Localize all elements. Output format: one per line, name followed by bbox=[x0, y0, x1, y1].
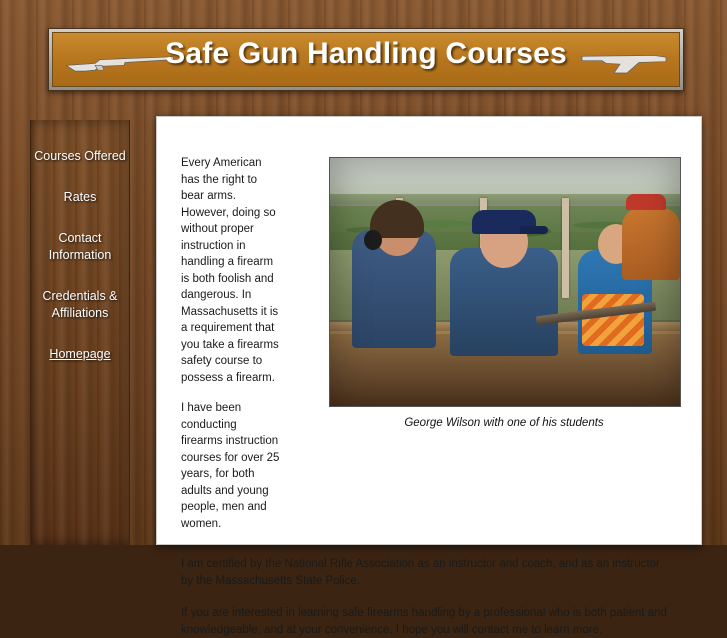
page-title: Safe Gun Handling Courses bbox=[165, 37, 567, 70]
photo-block bbox=[329, 157, 679, 429]
banner-inner bbox=[52, 32, 680, 87]
content-inner bbox=[157, 117, 701, 638]
sidebar-item-label: Homepage bbox=[49, 347, 111, 361]
sidebar-item-courses-offered[interactable] bbox=[31, 148, 129, 165]
site-header-banner bbox=[48, 28, 684, 91]
instructor-and-students-photo bbox=[329, 157, 681, 407]
sidebar-item-credentials-affiliations[interactable] bbox=[31, 288, 129, 322]
sidebar-item-contact-information[interactable] bbox=[31, 230, 129, 264]
intro-paragraph-2: I have been conducting firearms instruction courses for over 25 years, for both adults and young people, men and women. bbox=[181, 402, 280, 530]
sidebar-item-label: Contact Information bbox=[48, 231, 112, 262]
sidebar-item-label: Credentials & Affiliations bbox=[42, 289, 118, 320]
sidebar-navigation bbox=[30, 120, 130, 545]
sidebar-item-rates[interactable] bbox=[31, 189, 129, 206]
photo-vignette bbox=[330, 158, 680, 406]
contact-invitation-paragraph: If you are interested in learning safe firearms handling by a professional who is both patient and knowledgeable, and at your convenience, I hope you will contact me to learn more. bbox=[181, 607, 667, 636]
intro-column bbox=[181, 155, 281, 546]
sidebar-item-label: Courses Offered bbox=[34, 149, 126, 163]
sidebar-item-homepage[interactable] bbox=[31, 346, 129, 363]
certification-paragraph: I am certified by the National Rifle Association as an instructor and coach, and as an instructor by the Massachusetts State Police. bbox=[181, 558, 660, 587]
main-content-panel bbox=[156, 116, 702, 636]
intro-paragraph-1: Every American has the right to bear arms. However, doing so without proper instruction in handling a firearm is both foolish and dangerous. In Massachusetts it is a requirement that you take a firearms safety course to possess a firearm. bbox=[181, 157, 279, 384]
photo-caption: George Wilson with one of his students bbox=[404, 417, 604, 429]
sidebar-item-label: Rates bbox=[63, 190, 97, 204]
